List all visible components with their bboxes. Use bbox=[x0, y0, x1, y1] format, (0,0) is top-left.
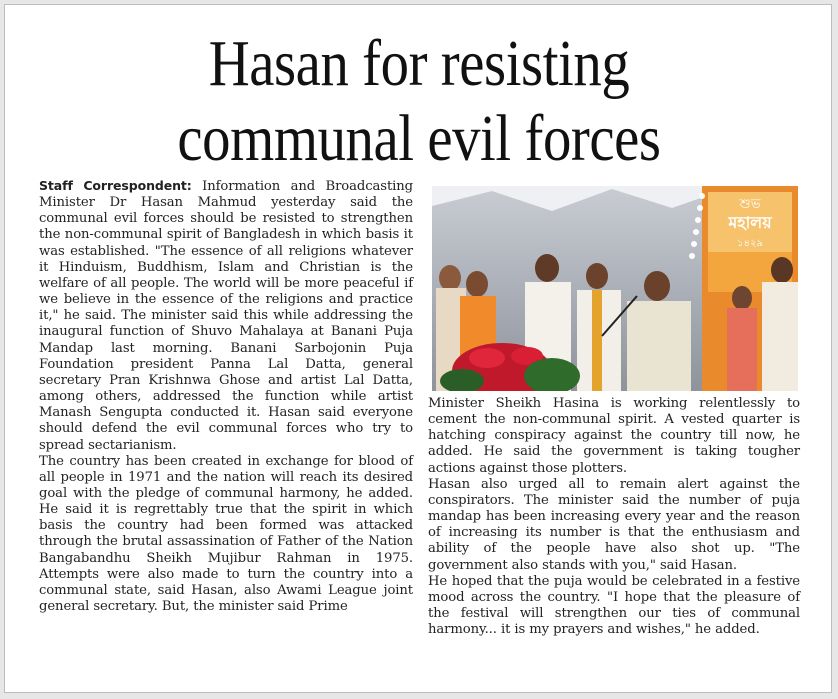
article-left-column bbox=[39, 178, 413, 615]
right-paragraph-1: Minister Sheikh Hasina is working relentlessly to cement the non-communal spirit. A vested quarter is hatching conspiracy against the country till now, he added. He said the government is taking tougher actions against those plotters. bbox=[428, 396, 800, 476]
right-paragraph-3: He hoped that the puja would be celebrated in a festive mood across the country. "I hope that the pleasure of the festival will strengthen our ties of communal harmony... it is my prayers and wishes," he added. bbox=[428, 573, 800, 638]
banner-text-2: মহালয় bbox=[728, 213, 772, 232]
event-photo bbox=[432, 186, 798, 391]
headline-line-1: Hasan for resisting bbox=[208, 27, 630, 100]
article-right-column bbox=[428, 396, 800, 638]
event-photo-illustration bbox=[432, 186, 798, 391]
left-paragraph-1-text: Information and Broadcasting Minister Dr Hasan Mahmud yesterday said the communal evil forces should be resisted to strengthen the non-communal spirit of Bangladesh in which basis it was established. "The essence of all religions whatever it Hinduism, Buddhism, Islam and Christian is the welfare of all people. The world will be more peaceful if we believe in the essence of the religions and practice it," he said. The minister said this while addressing the inaugural function of Shuvo Mahalaya at Banani Puja Mandap last morning. Banani Sarbojonin Puja Foundation president Panna Lal Datta, general secretary Pran Krishnwa Ghose and artist Lal Datta, among others, addressed the function while artist Manash Sengupta conducted it. Hasan said everyone should defend the evil communal forces who try to spread sectarianism. bbox=[39, 179, 413, 453]
banner-text-3: ১৪২৯ bbox=[737, 238, 763, 249]
byline: Staff Correspondent: bbox=[39, 178, 192, 193]
banner-text-1: শুভ bbox=[739, 197, 761, 212]
right-paragraph-2: Hasan also urged all to remain alert against the conspirators. The minister said the number of puja mandap has been increasing every year and the reason of increasing its number is that the enthusiasm and ability of the people have also shot up. "The government also stands with you," said Hasan. bbox=[428, 476, 800, 573]
left-paragraph-2: The country has been created in exchange for blood of all people in 1971 and the nation will reach its desired goal with the pledge of communal harmony, he added. He said it is regrettably true that the spirit in which basis the country had been formed was attacked through the brutal assassination of Father of the Nation Bangabandhu Sheikh Mujibur Rahman in 1975. Attempts were also made to turn the country into a communal state, said Hasan, also Awami League joint general secretary. But, the minister said Prime bbox=[39, 453, 413, 615]
left-paragraph-1 bbox=[39, 178, 413, 454]
headline-line-2: communal evil forces bbox=[177, 102, 661, 175]
